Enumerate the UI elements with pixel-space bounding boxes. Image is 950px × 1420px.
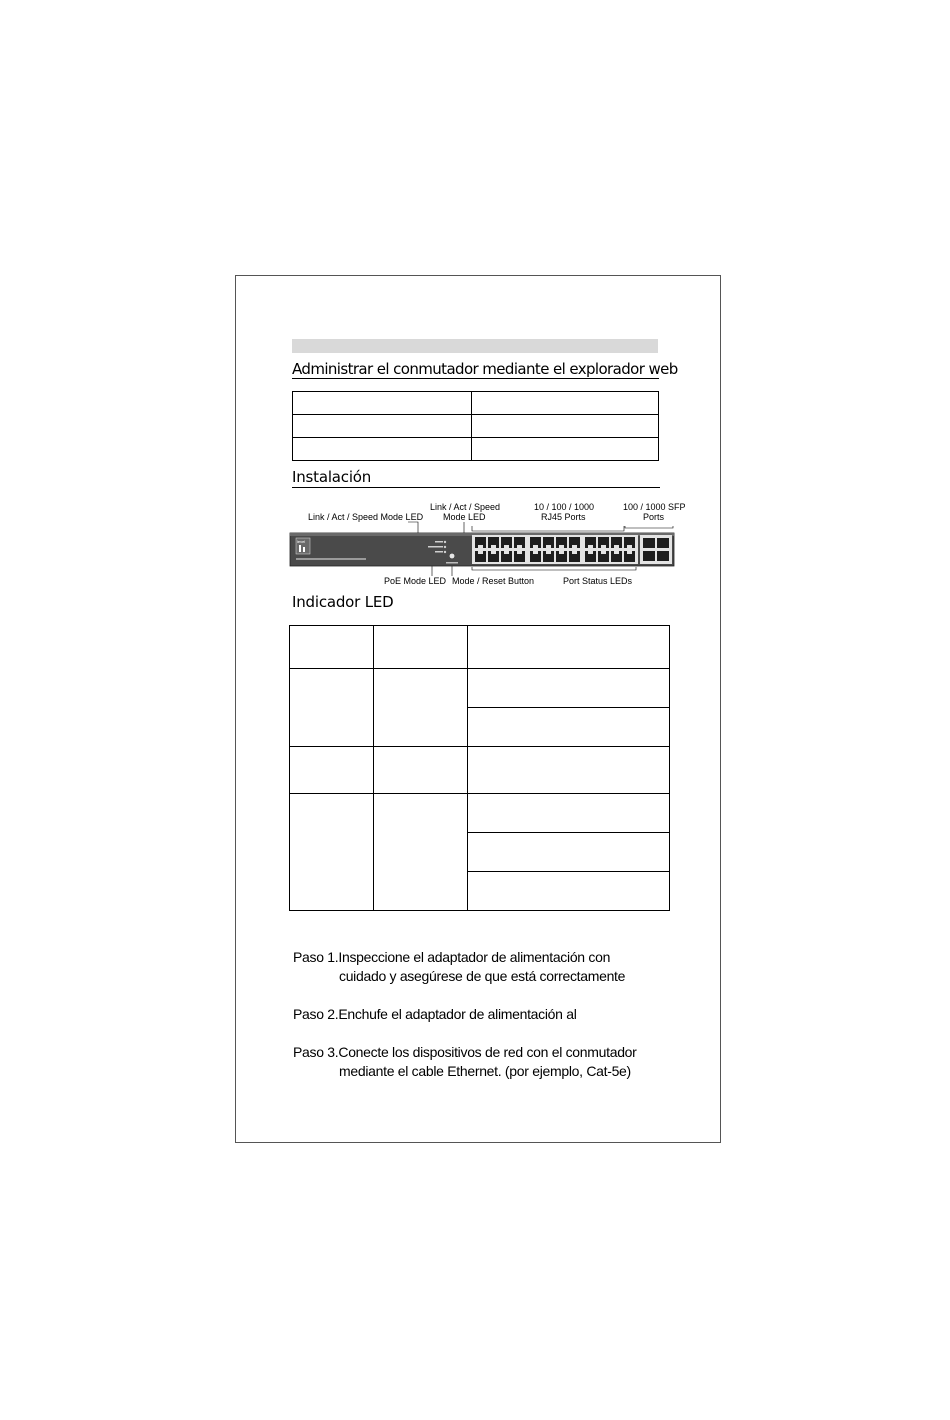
led-heading: Indicador LED: [292, 593, 394, 611]
model-label: [296, 558, 366, 560]
step-1: [293, 948, 673, 986]
rj45-port-latch: [588, 545, 593, 548]
rj45-port-latch: [627, 545, 632, 548]
link-act-speed-label-line1: Link / Act / Speed: [430, 502, 501, 512]
step-text: Conecte los dispositivos de red con el conmutador: [338, 1044, 637, 1060]
manage-table: [292, 391, 659, 461]
rj45-port-latch: [504, 551, 509, 554]
step-text: Enchufe el adaptador de alimentación al: [338, 1006, 577, 1022]
rj45-port-latch: [572, 545, 577, 548]
rj45-port-latch: [517, 551, 522, 554]
step-text-continued: mediante el cable Ethernet. (por ejemplo, Cat-5e): [339, 1063, 631, 1079]
table-row: [293, 392, 659, 415]
table-row: [290, 626, 670, 669]
sfp-ports-label-line2: Ports: [643, 512, 665, 522]
rj45-port-latch: [491, 551, 496, 554]
table-row: [290, 669, 670, 708]
link-act-speed-mode-led-label: Link / Act / Speed Mode LED: [308, 512, 424, 522]
rj45-port-latch: [504, 545, 509, 548]
sfp-port: [657, 551, 669, 561]
install-heading-rule: [292, 487, 660, 488]
rj45-port-latch: [559, 545, 564, 548]
rj45-port-latch: [601, 551, 606, 554]
port-status-leds-label: Port Status LEDs: [563, 576, 633, 586]
step-number: Paso 3.: [293, 1044, 339, 1060]
manage-heading: Administrar el conmutador mediante el explorador web: [292, 360, 678, 378]
step-2: [293, 1005, 673, 1024]
rj45-port-latch: [614, 551, 619, 554]
rj45-port-latch: [478, 551, 483, 554]
rj45-ports-label-line2: RJ45 Ports: [541, 512, 586, 522]
install-heading: Instalación: [292, 468, 372, 486]
rj45-port-latch: [533, 551, 538, 554]
rj45-port-latch: [588, 551, 593, 554]
svg-text:level: level: [297, 539, 306, 544]
step-3: [293, 1043, 673, 1081]
manage-heading-rule: [292, 378, 659, 379]
rj45-port-latch: [533, 545, 538, 548]
rj45-port-latch: [546, 545, 551, 548]
rj45-ports-label-line1: 10 / 100 / 1000: [534, 502, 595, 512]
link-act-speed-label-line2: Mode LED: [443, 512, 486, 522]
step-number: Paso 2.: [293, 1006, 339, 1022]
section-bar: [292, 339, 658, 353]
mode-reset-button-label: Mode / Reset Button: [452, 576, 535, 586]
rj45-port-latch: [478, 545, 483, 548]
step-text: Inspeccione el adaptador de alimentación con: [338, 949, 611, 965]
rj45-port-latch: [572, 551, 577, 554]
rj45-port-latch: [517, 545, 522, 548]
sfp-port: [643, 551, 655, 561]
table-row: [290, 794, 670, 833]
rj45-port-latch: [601, 545, 606, 548]
rj45-port-latch: [491, 545, 496, 548]
table-row: [293, 415, 659, 438]
installation-steps: [293, 948, 673, 1100]
step-number: Paso 1.: [293, 949, 339, 965]
step-text-continued: cuidado y asegúrese de que está correctamente: [339, 968, 626, 984]
poe-mode-led-label: PoE Mode LED: [384, 576, 447, 586]
led-indicator-table: [289, 625, 670, 911]
sfp-ports-label-line1: 100 / 1000 SFP: [623, 502, 686, 512]
mode-reset-button[interactable]: [449, 553, 455, 559]
rj45-port-latch: [614, 545, 619, 548]
switch-front-panel-diagram: [288, 498, 688, 590]
table-row: [293, 438, 659, 461]
table-row: [290, 747, 670, 794]
rj45-port-latch: [627, 551, 632, 554]
sfp-port: [643, 538, 655, 548]
sfp-port: [657, 538, 669, 548]
rj45-port-latch: [559, 551, 564, 554]
rj45-port-latch: [546, 551, 551, 554]
